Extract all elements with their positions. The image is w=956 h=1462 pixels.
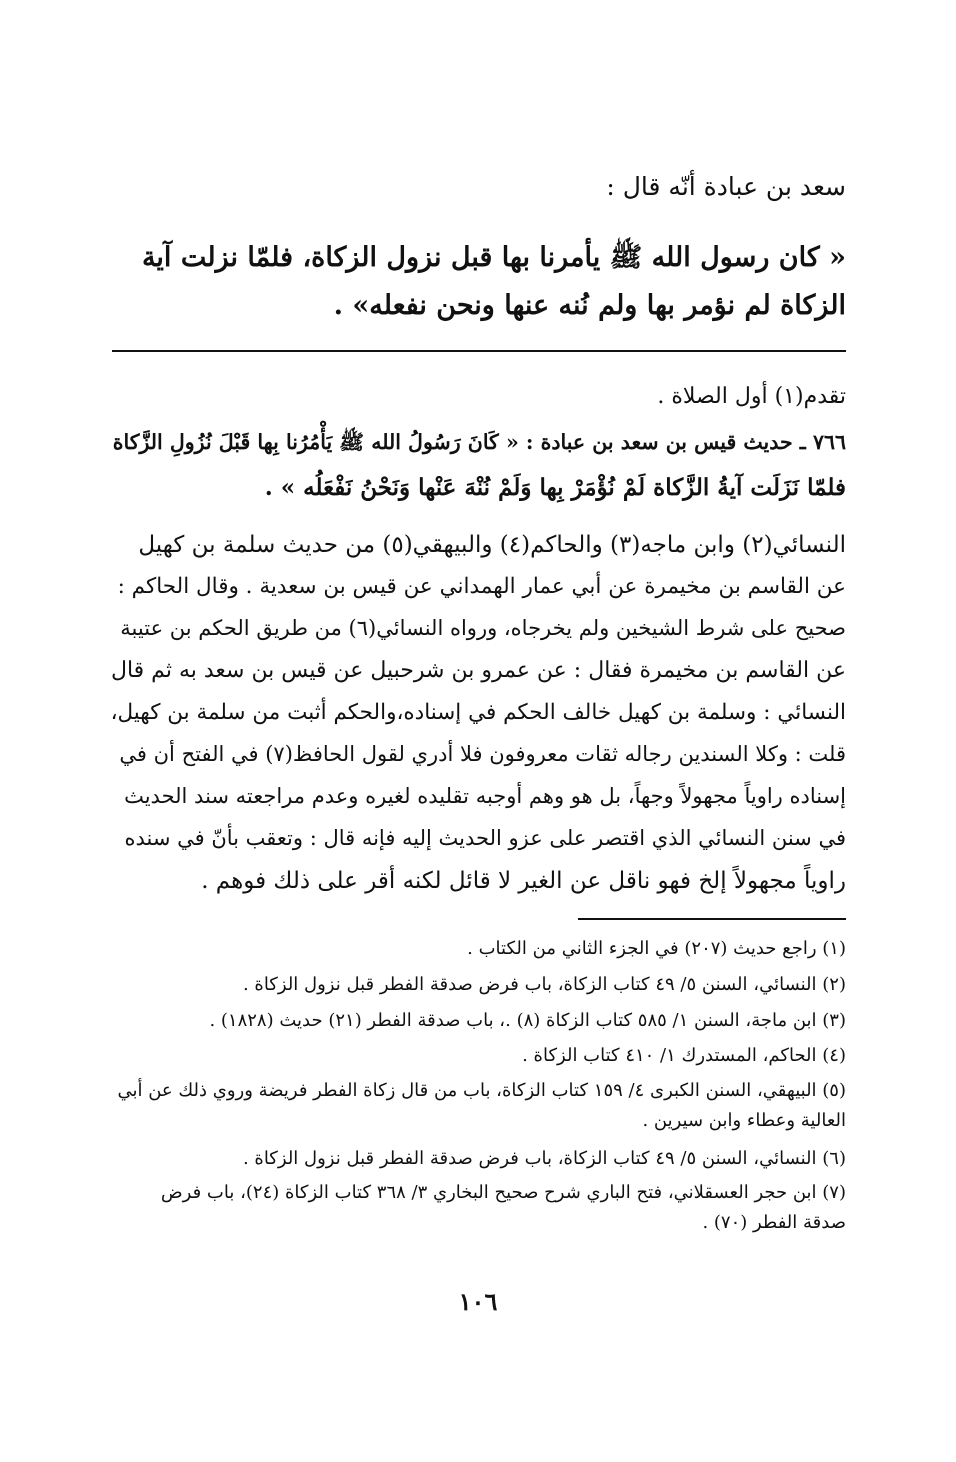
- commentary-line: قلت : وكلا السندين رجاله ثقات معروفون فلا أدري لقول الحافظ(٧) في الفتح أن في: [119, 742, 846, 766]
- footnote-line: صدقة الفطر (٧٠) .: [702, 1212, 846, 1233]
- footnote-divider: [578, 918, 846, 920]
- commentary-line: إسناده راوياً مجهولاً وجهاً، بل هو وهم أوجبه تقليده لغيره وعدم مراجعته سند الحديث: [124, 784, 846, 808]
- commentary-line: عن القاسم بن مخيمرة فقال : عن عمرو بن شرحبيل عن قيس بن سعد به ثم قال: [110, 658, 846, 683]
- footnote-line: (١) راجع حديث (٢٠٧) في الجزء الثاني من الكتاب .: [467, 938, 846, 959]
- quote-line: « كان رسول الله ﷺ يأمرنا بها قبل نزول الزكاة، فلمّا نزلت آية: [141, 242, 846, 273]
- footnote-line: (٣) ابن ماجة، السنن ١/ ٥٨٥ كتاب الزكاة (٨) .، باب صدقة الفطر (٢١) حديث (١٨٢٨) .: [209, 1010, 846, 1031]
- quote-line: الزكاة لم نؤمر بها ولم نُنه عنها ونحن نفعله» .: [333, 290, 846, 321]
- commentary-line: صحيح على شرط الشيخين ولم يخرجاه، ورواه النسائي(٦) من طريق الحكم بن عتيبة: [120, 616, 846, 640]
- hadith-line: فلمّا نَزَلَت آيةُ الزَّكاة لَمْ نُؤْمَرْ بِها وَلَمْ نُنْهَ عَنْها وَنَحْنُ نَفْعَلُه » .: [264, 474, 846, 501]
- commentary-line: النسائي : وسلمة بن كهيل خالف الحكم في إسناده،والحكم أثبت من سلمة بن كهيل،: [110, 700, 846, 725]
- footnote-line: العالية وعطاء وابن سيرين .: [642, 1110, 846, 1131]
- commentary-line: في سنن النسائي الذي اقتصر على عزو الحديث إليه فإنه قال : وتعقب بأنّ في سنده: [124, 826, 846, 850]
- footnote-line: (٤) الحاكم، المستدرك ١/ ٤١٠ كتاب الزكاة .: [522, 1045, 846, 1066]
- page-number: ١٠٦: [458, 1287, 498, 1316]
- commentary-line: راوياً مجهولاً إلخ فهو ناقل عن الغير لا قائل لكنه أقر على ذلك فوهم .: [201, 868, 846, 894]
- previous-reference-line: تقدم(١) أول الصلاة .: [657, 384, 846, 409]
- footnote-line: (٢) النسائي، السنن ٥/ ٤٩ كتاب الزكاة، باب فرض صدقة الفطر قبل نزول الزكاة .: [242, 974, 846, 995]
- section-divider: [112, 350, 846, 352]
- hadith-line: ٧٦٦ ـ حديث قيس بن سعد بن عبادة : « كَانَ رَسُولُ الله ﷺ يَأْمُرُنا بِها قَبْلَ نُزُولِ الزَّكاة: [112, 430, 846, 454]
- intro-line: سعد بن عبادة أنّه قال :: [606, 172, 846, 201]
- footnote-line: (٥) البيهقي، السنن الكبرى ٤/ ١٥٩ كتاب الزكاة، باب من قال زكاة الفطر فريضة وروي ذلك عن أبي: [117, 1080, 846, 1101]
- footnote-line: (٦) النسائي، السنن ٥/ ٤٩ كتاب الزكاة، باب فرض صدقة الفطر قبل نزول الزكاة .: [242, 1148, 846, 1169]
- commentary-line: عن القاسم بن مخيمرة عن أبي عمار الهمداني عن قيس بن سعدية . وقال الحاكم :: [117, 574, 846, 599]
- commentary-line: النسائي(٢) وابن ماجه(٣) والحاكم(٤) والبيهقي(٥) من حديث سلمة بن كهيل: [138, 532, 846, 558]
- footnote-line: (٧) ابن حجر العسقلاني، فتح الباري شرح صحيح البخاري ٣/ ٣٦٨ كتاب الزكاة (٢٤)، باب فرض: [160, 1182, 846, 1203]
